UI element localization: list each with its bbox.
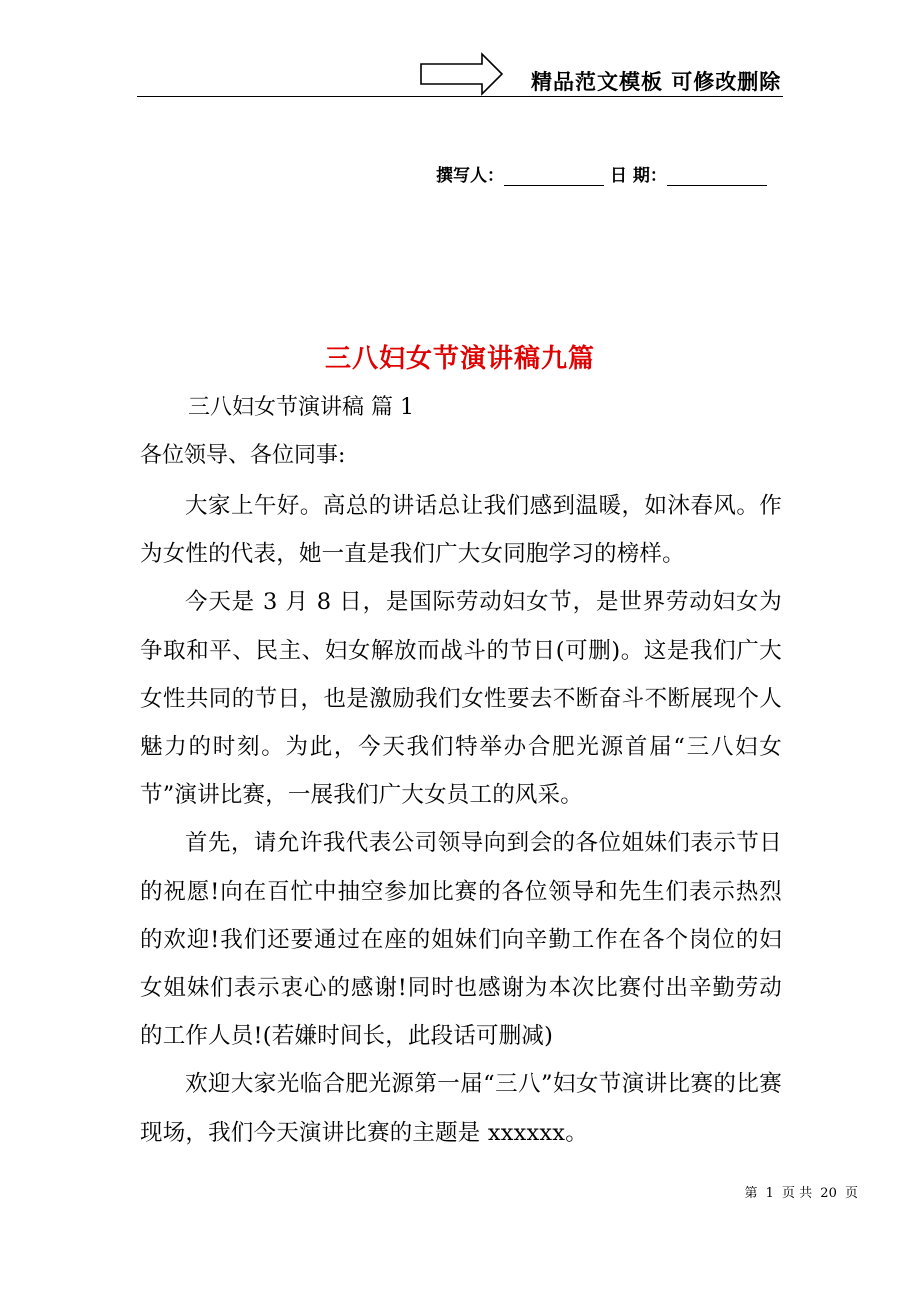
author-blank [504, 167, 604, 186]
body-text [140, 482, 782, 1157]
page-footer [742, 1182, 860, 1201]
paragraph: 首先，请允许我代表公司领导向到会的各位姐妹们表示节日的祝愿!向在百忙中抽空参加比赛的各位领导和先生们表示热烈的欢迎!我们还要通过在座的姐妹们向辛勤工作在各个岗位的妇女姐妹们表示衷心的感谢!同时也感谢为本次比赛付出辛勤劳动的工作人员!(若嫌时间长，此段话可删减) [140, 830, 782, 1050]
author-label: 撰写人： [436, 166, 504, 186]
page-suffix: 页 [844, 1186, 858, 1201]
author-date-line [436, 161, 767, 186]
page-prefix: 第 [744, 1186, 758, 1201]
date-label: 日 期： [610, 166, 667, 186]
section-heading: 三八妇女节演讲稿 篇 1 [188, 395, 414, 420]
right-arrow-icon [420, 52, 504, 96]
header-title: 精品范文模板 可修改删除 [531, 70, 782, 94]
date-blank [667, 167, 767, 186]
header-divider [137, 96, 783, 97]
paragraph: 大家上午好。高总的讲话总让我们感到温暖，如沐春风。作为女性的代表，她一直是我们广大女同胞学习的榜样。 [140, 493, 782, 568]
salutation: 各位领导、各位同事: [140, 443, 346, 468]
total-pages: 20 [820, 1186, 837, 1201]
document-title: 三八妇女节演讲稿九篇 [324, 344, 595, 374]
page-mid: 页 共 [782, 1186, 813, 1201]
paragraph: 欢迎大家光临合肥光源第一届“三八”妇女节演讲比赛的比赛现场，我们今天演讲比赛的主题是 xxxxxx。 [140, 1071, 782, 1146]
current-page: 1 [765, 1186, 774, 1201]
paragraph: 今天是 3 月 8 日，是国际劳动妇女节，是世界劳动妇女为争取和平、民主、妇女解放而战斗的节日(可删)。这是我们广大女性共同的节日，也是激励我们女性要去不断奋斗不断展现个人魅力的时刻。为此，今天我们特举办合肥光源首届“三八妇女节”演讲比赛，一展我们广大女员工的风采。 [140, 589, 782, 809]
